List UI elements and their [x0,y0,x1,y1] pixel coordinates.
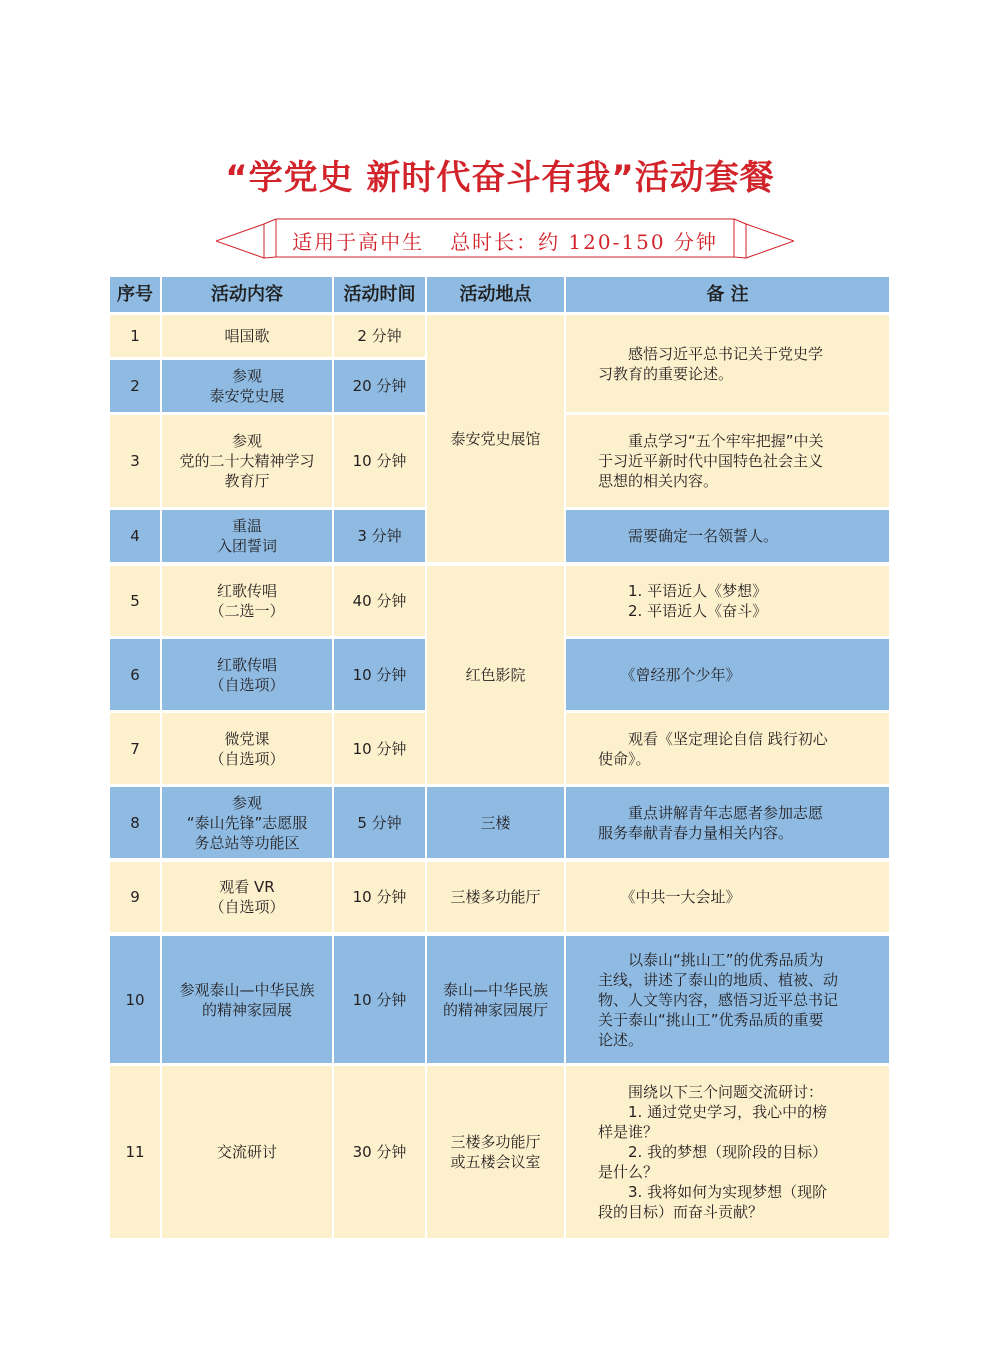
row-11-time: 30 分钟 [334,1066,425,1238]
row-2-no: 2 [110,360,160,412]
row-4-content: 重温 入团誓词 [162,510,332,562]
row-2-content: 参观 泰安党史展 [162,360,332,412]
row-1-no: 1 [110,315,160,357]
row-10-no: 10 [110,936,160,1063]
place-taishan-spirit-hall: 泰山—中华民族 的精神家园展厅 [427,936,564,1063]
row-8-time: 5 分钟 [334,787,425,858]
subtitle-duration: 总时长：约 120-150 分钟 [450,230,718,254]
row-1-content: 唱国歌 [162,315,332,357]
place-third-floor: 三楼 [427,787,564,858]
remark-10-text: 围绕以下三个问题交流研讨： 1. 通过党史学习，我心中的榜 样是谁？ 2. 我的梦想（现阶段的目标） 是什么？ 3. 我将如何为实现梦想（现阶 段的目标）而奋斗贡献？ [598,1083,828,1221]
place-taian-party-history-hall: 泰安党史展馆 [427,315,564,562]
page-title: “学党史 新时代奋斗有我”活动套餐 [225,158,775,198]
header-remark: 备 注 [566,277,889,312]
remark-10 [566,1066,889,1238]
row-8-no: 8 [110,787,160,858]
row-3-no: 3 [110,415,160,507]
remark-3 [566,510,889,562]
remark-5-text: 《曾经那个少年》 [598,665,741,684]
subtitle-audience: 适用于高中生 [292,230,425,254]
remark-8 [566,862,889,932]
remark-4 [566,566,889,636]
row-9-content: 观看 VR （自选项） [162,862,332,932]
row-6-content: 红歌传唱 （自选项） [162,639,332,710]
remark-2-text: 重点学习“五个牢牢把握”中关 于习近平新时代中国特色社会主义 思想的相关内容。 [598,432,824,490]
row-6-time: 10 分钟 [334,639,425,710]
header-no: 序号 [110,277,160,312]
row-5-time: 40 分钟 [334,566,425,636]
header-time: 活动时间 [334,277,425,312]
row-10-time: 10 分钟 [334,936,425,1063]
row-3-content: 参观 党的二十大精神学习 教育厅 [162,415,332,507]
row-5-no: 5 [110,566,160,636]
remark-9 [566,936,889,1063]
remark-8-text: 《中共一大会址》 [598,888,741,906]
row-7-content: 微党课 （自选项） [162,713,332,784]
row-11-no: 11 [110,1066,160,1238]
row-7-time: 10 分钟 [334,713,425,784]
row-6-no: 6 [110,639,160,710]
row-9-time: 10 分钟 [334,862,425,932]
row-3-time: 10 分钟 [334,415,425,507]
header-place: 活动地点 [427,277,564,312]
row-10-content: 参观泰山—中华民族 的精神家园展 [162,936,332,1063]
remark-3-text: 需要确定一名领誓人。 [598,527,779,545]
remark-1 [566,315,889,412]
place-third-floor-multifunction-hall: 三楼多功能厅 [427,862,564,932]
remark-7-text: 重点讲解青年志愿者参加志愿 服务奉献青春力量相关内容。 [598,803,824,842]
remark-6-text: 观看《坚定理论自信 践行初心 使命》。 [598,729,828,768]
remark-1-text: 感悟习近平总书记关于党史学 习教育的重要论述。 [598,344,824,383]
row-11-content: 交流研讨 [162,1066,332,1238]
place-red-cinema: 红色影院 [427,566,564,784]
row-4-no: 4 [110,510,160,562]
row-8-content: 参观 “泰山先锋”志愿服 务总站等功能区 [162,787,332,858]
remark-9-text: 以泰山“挑山工”的优秀品质为 主线，讲述了泰山的地质、植被、动 物、人文等内容，感悟习近平总书记 关于泰山“挑山工”优秀品质的重要 论述。 [598,950,839,1049]
header-content: 活动内容 [162,277,332,312]
row-5-content: 红歌传唱 （二选一） [162,566,332,636]
row-1-time: 2 分钟 [334,315,425,357]
remark-2 [566,415,889,507]
place-meeting-room: 三楼多功能厅 或五楼会议室 [427,1066,564,1238]
row-9-no: 9 [110,862,160,932]
row-4-time: 3 分钟 [334,510,425,562]
remark-7 [566,787,889,858]
row-2-time: 20 分钟 [334,360,425,412]
remark-4-text: 1. 平语近人《梦想》 2. 平语近人《奋斗》 [628,582,768,620]
remark-6 [566,713,889,784]
remark-5 [566,639,889,710]
row-7-no: 7 [110,713,160,784]
